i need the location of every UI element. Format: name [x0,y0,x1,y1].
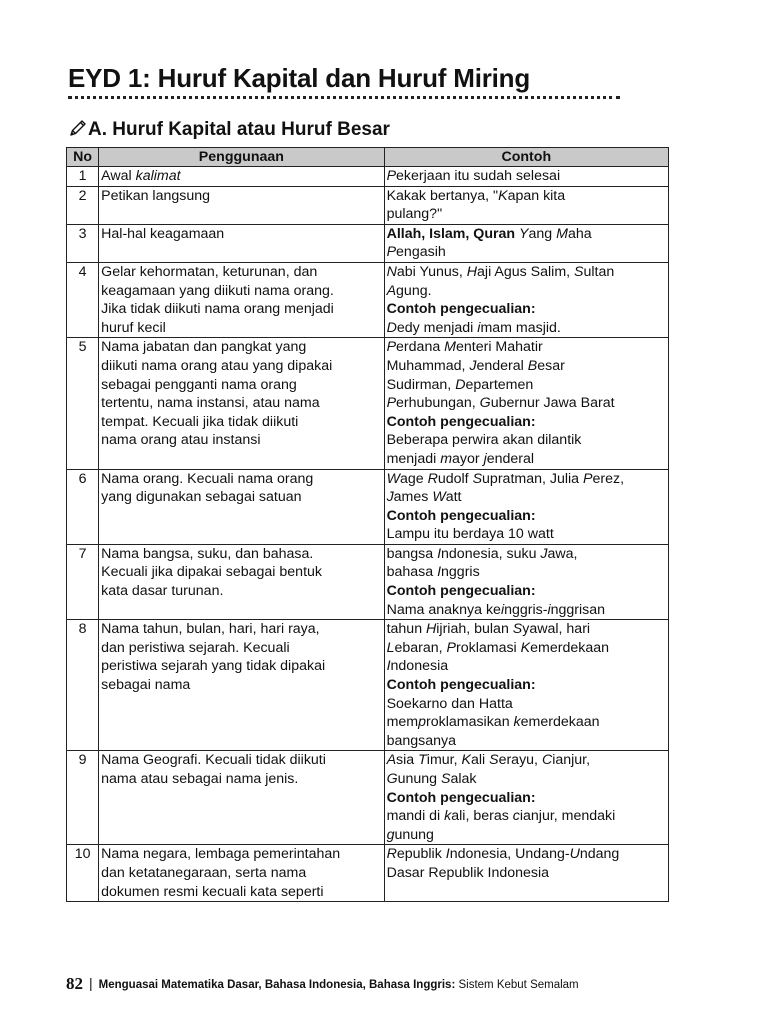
usage-cell [99,224,384,262]
table-row [67,469,669,544]
text-run: Beberapa perwira akan dilantik [386,432,582,449]
text-run: ali, beras [451,808,513,825]
text-run: peristiwa sejarah yang tidak dipakai [101,658,326,675]
text-run: esar [537,357,565,374]
cell-line [101,357,381,376]
cell-line [387,394,666,413]
text-run: diikuti nama orang atau yang dipakai [101,357,333,374]
text-run: Y [519,225,529,242]
example-cell [384,469,668,544]
cell-line [387,563,666,582]
text-run: upratman, Julia [482,470,583,487]
row-number: 2 [67,186,99,224]
text-run: ultan [583,263,615,280]
cell-line [101,187,381,206]
text-run: Contoh pengecualian: [386,507,536,524]
text-run: mam masjid. [480,319,561,336]
text-run: T [418,752,427,769]
text-run: aha [567,225,592,242]
text-run: G [386,771,398,787]
text-run: ayor [452,450,484,467]
cell-line [101,470,381,489]
text-run: age [399,470,428,487]
text-run: gung. [396,282,432,299]
text-run: emerdekaan [520,714,600,731]
cell-line [101,319,381,338]
cell-line [387,695,666,714]
text-run: unung [394,826,434,843]
text-run: ndonesia, suku [441,545,541,562]
text-run: A [386,752,397,769]
table-row [67,620,669,751]
text-run: K [520,639,531,656]
text-run: I [445,846,450,863]
cell-line [387,770,666,789]
cell-line [101,751,381,770]
text-run: edy menjadi [396,319,478,336]
cell-line [387,450,666,469]
cell-line [387,507,666,526]
text-run: Soekarno dan Hatta [386,695,513,712]
text-run: Contoh pengecualian: [386,677,536,694]
text-run: sebagai pengganti nama orang [101,376,297,393]
text-run: I [386,658,391,675]
cell-line [387,639,666,658]
text-run: J [469,357,477,374]
text-run: p [418,714,426,731]
cell-line [101,376,381,395]
page-title: EYD 1: Huruf Kapital dan Huruf Miring [68,63,620,99]
text-run: D [386,319,397,336]
text-run: epartemen [465,376,534,393]
row-number: 7 [67,544,99,619]
text-run: nama orang atau instansi [101,432,261,449]
capitalization-rules-table [66,147,669,902]
text-run: awa, [547,545,578,562]
text-run: Contoh pengecualian: [386,583,536,600]
text-run: Awal [101,168,136,184]
cell-line [101,582,381,601]
text-run: engasih [396,244,446,261]
usage-cell [99,620,384,751]
row-number: 10 [67,845,99,902]
table-row [67,845,669,902]
text-run: Gelar kehormatan, keturunan, dan [101,263,318,280]
text-run: tahun [386,621,427,638]
cell-line [101,770,381,789]
text-run: Contoh pengecualian: [386,301,536,318]
text-run: abi Yunus, [396,263,467,280]
pencil-icon [68,118,88,138]
text-run: P [386,168,397,184]
text-run: M [444,339,456,356]
table-row [67,544,669,619]
cell-line [387,826,666,845]
cell-line [387,205,666,224]
cell-line [101,488,381,507]
example-cell [384,620,668,751]
cell-line [101,845,381,864]
text-run: M [556,225,568,242]
text-run: erhubungan, [396,395,480,412]
text-run: i [547,601,551,618]
cell-line [387,864,666,883]
text-run: Kecuali jika dipakai sebagai bentuk [101,564,322,581]
example-cell [384,751,668,845]
text-run: K [498,187,508,204]
text-run: nama atau sebagai nama jenis. [101,771,299,787]
text-run: keagamaan yang diikuti nama orang. [101,282,334,299]
table-row [67,224,669,262]
text-run: menjadi [386,450,441,467]
text-run: Kakak bertanya, " [386,187,499,204]
text-run: nggrisan [550,601,606,618]
table-row [67,186,669,224]
usage-cell [99,751,384,845]
example-cell [384,544,668,619]
cell-line [101,394,381,413]
cell-line [101,883,381,902]
text-run: dan peristiwa sejarah. Kecuali [101,639,290,656]
cell-line [387,732,666,751]
usage-cell [99,262,384,337]
text-run: Muhammad, [386,357,470,374]
text-run: J [540,545,548,562]
cell-line [387,431,666,450]
text-run: c [512,808,520,825]
cell-line [387,545,666,564]
text-run: ndang [579,846,620,863]
footer-separator: | [89,975,93,991]
text-run: ianjur, [552,752,591,769]
text-run: J [386,489,394,506]
cell-line [387,357,666,376]
text-run: S [574,263,584,280]
page-number: 82 [66,974,83,993]
text-run: sia [396,752,419,769]
text-run: S [472,470,483,487]
text-run: sebagai nama [101,677,191,694]
cell-line [387,488,666,507]
text-run: W [432,489,446,506]
cell-line [101,263,381,282]
text-run: alak [450,771,477,787]
book-subtitle: Sistem Kebut Semalam [455,979,579,991]
table-row [67,751,669,845]
text-run: P [386,244,397,261]
table-row [67,167,669,187]
text-run: k [513,714,521,731]
cell-line [101,167,381,186]
cell-line [387,751,666,770]
text-run: Petikan langsung [101,187,211,204]
usage-cell [99,469,384,544]
text-run: P [386,395,397,412]
text-run: apan kita [507,187,566,204]
cell-line [387,845,666,864]
cell-line [101,864,381,883]
cell-line [387,187,666,206]
text-run: Lampu itu berdaya 10 watt [386,526,554,543]
text-run: kata dasar turunan. [101,583,224,600]
cell-line [101,563,381,582]
text-run: ndonesia, Undang- [449,846,570,863]
cell-line [101,545,381,564]
text-run: N [386,263,397,280]
example-cell [384,338,668,469]
text-run: C [541,752,553,769]
text-run: k [444,808,452,825]
cell-line [387,620,666,639]
text-run: Nama tahun, bulan, hari, hari raya, [101,621,320,638]
text-run: U [569,846,580,863]
cell-line [101,657,381,676]
usage-cell [99,338,384,469]
cell-line [387,167,666,186]
text-run: K [461,752,471,769]
text-run: S [441,771,451,787]
cell-line [387,713,666,732]
example-cell [384,224,668,262]
cell-line [101,431,381,450]
text-run: g [386,826,395,843]
text-run: Contoh pengecualian: [386,413,536,430]
text-run: I [437,564,442,581]
text-run: erez, [592,470,625,487]
text-run: pulang?" [386,206,443,223]
text-run: nggris- [504,601,548,618]
text-run: Nama anaknya ke [386,601,501,618]
text-run: udolf [437,470,473,487]
text-run: S [489,752,499,769]
text-run: att [445,489,462,506]
text-run: j [483,450,487,467]
row-number: 8 [67,620,99,751]
text-run: S [512,621,523,638]
text-run: ubernur Jawa Barat [490,395,615,412]
text-run: Nama bangsa, suku, dan bahasa. [101,545,314,562]
text-run: dokumen resmi kecuali kata seperti [101,883,324,900]
text-run: bahasa [386,564,438,581]
example-cell [384,262,668,337]
text-run: Nama jabatan dan pangkat yang [101,339,307,356]
text-run: W [386,470,400,487]
text-run: Hal-hal keagamaan [101,225,225,242]
text-run: ijriah, bulan [436,621,513,638]
cell-line [387,225,666,244]
text-run: enteri Mahatir [456,339,543,356]
text-run: P [446,639,456,656]
text-run: i [477,319,481,336]
text-run: enderal [486,450,535,467]
text-run: tempat. Kecuali jika tidak diikuti [101,413,299,430]
text-run: Sudirman, [386,376,456,393]
cell-line [387,470,666,489]
text-run: epublik [396,846,446,863]
text-run: yang digunakan sebagai satuan [101,489,302,506]
text-run: imur, [426,752,462,769]
cell-line [387,789,666,808]
text-run: erayu, [498,752,542,769]
table-row [67,338,669,469]
text-run: enderal [476,357,528,374]
header-no: No [67,148,99,167]
text-run: unung [397,771,442,787]
text-run: Nama negara, lembaga pemerintahan [101,846,341,863]
text-run: Nama orang. Kecuali nama orang [101,470,314,487]
text-run: tertentu, nama instansi, atau nama [101,395,320,412]
text-run: ndonesia [390,658,449,675]
text-run: Allah, Islam, Quran [386,225,516,242]
text-run: P [583,470,593,487]
text-run: m [440,450,453,467]
usage-cell [99,845,384,902]
cell-line [101,676,381,695]
cell-line [387,601,666,620]
row-number: 5 [67,338,99,469]
cell-line [387,243,666,262]
header-example: Contoh [384,148,668,167]
text-run: H [466,263,478,280]
text-run: dan ketatanegaraan, serta nama [101,864,307,881]
text-run: ekerjaan itu sudah selesai [396,168,561,184]
text-run: ianjur, mendaki [519,808,616,825]
text-run: yawal, hari [522,621,591,638]
text-run: Dasar Republik Indonesia [386,864,550,881]
cell-line [101,620,381,639]
table-row [67,262,669,337]
cell-line [101,300,381,319]
page-footer [66,973,579,993]
section-heading-text: A. Huruf Kapital atau Huruf Besar [88,119,390,140]
text-run: I [437,545,442,562]
section-heading [68,118,390,141]
usage-cell [99,544,384,619]
cell-line [387,263,666,282]
row-number: 9 [67,751,99,845]
text-run: mandi di [386,808,445,825]
cell-line [387,807,666,826]
text-run: bangsa [386,545,438,562]
table-header-row [67,148,669,167]
cell-line [101,225,381,244]
text-run: ames [393,489,433,506]
usage-cell [99,167,384,187]
cell-line [387,319,666,338]
text-run: kalimat [135,168,181,184]
text-run: bangsanya [386,732,456,749]
cell-line [387,376,666,395]
row-number: 4 [67,262,99,337]
row-number: 1 [67,167,99,187]
cell-line [387,657,666,676]
cell-line [387,282,666,301]
text-run: D [455,376,466,393]
example-cell [384,186,668,224]
cell-line [387,525,666,544]
text-run: aji Agus Salim, [477,263,575,280]
cell-line [101,639,381,658]
cell-line [387,413,666,432]
text-run: erdana [396,339,445,356]
text-run: R [427,470,438,487]
text-run: roklamasikan [426,714,514,731]
text-run: Jika tidak diikuti nama orang menjadi [101,301,334,318]
text-run: ang [528,225,557,242]
text-run: P [386,339,397,356]
text-run: H [426,621,437,638]
text-run: Contoh pengecualian: [386,789,536,806]
cell-line [387,338,666,357]
cell-line [387,676,666,695]
text-run: R [386,846,397,863]
text-run: L [386,639,395,656]
row-number: 3 [67,224,99,262]
example-cell [384,845,668,902]
cell-line [387,300,666,319]
cell-line [101,338,381,357]
text-run: G [479,395,491,412]
text-run: ali [470,752,490,769]
text-run: emerdekaan [530,639,609,656]
text-run: mem [386,714,419,731]
text-run: ebaran, [394,639,447,656]
cell-line [101,282,381,301]
row-number: 6 [67,469,99,544]
text-run: Nama Geografi. Kecuali tidak diikuti [101,752,326,769]
cell-line [387,582,666,601]
example-cell [384,167,668,187]
text-run: i [500,601,505,618]
usage-cell [99,186,384,224]
text-run: B [527,357,538,374]
text-run: roklamasi [456,639,521,656]
text-run: huruf kecil [101,319,166,336]
header-usage: Penggunaan [99,148,384,167]
text-run: A [386,282,397,299]
book-title: Menguasai Matematika Dasar, Bahasa Indonesia, Bahasa Inggris: [98,979,456,991]
text-run: nggris [441,564,480,581]
cell-line [101,413,381,432]
